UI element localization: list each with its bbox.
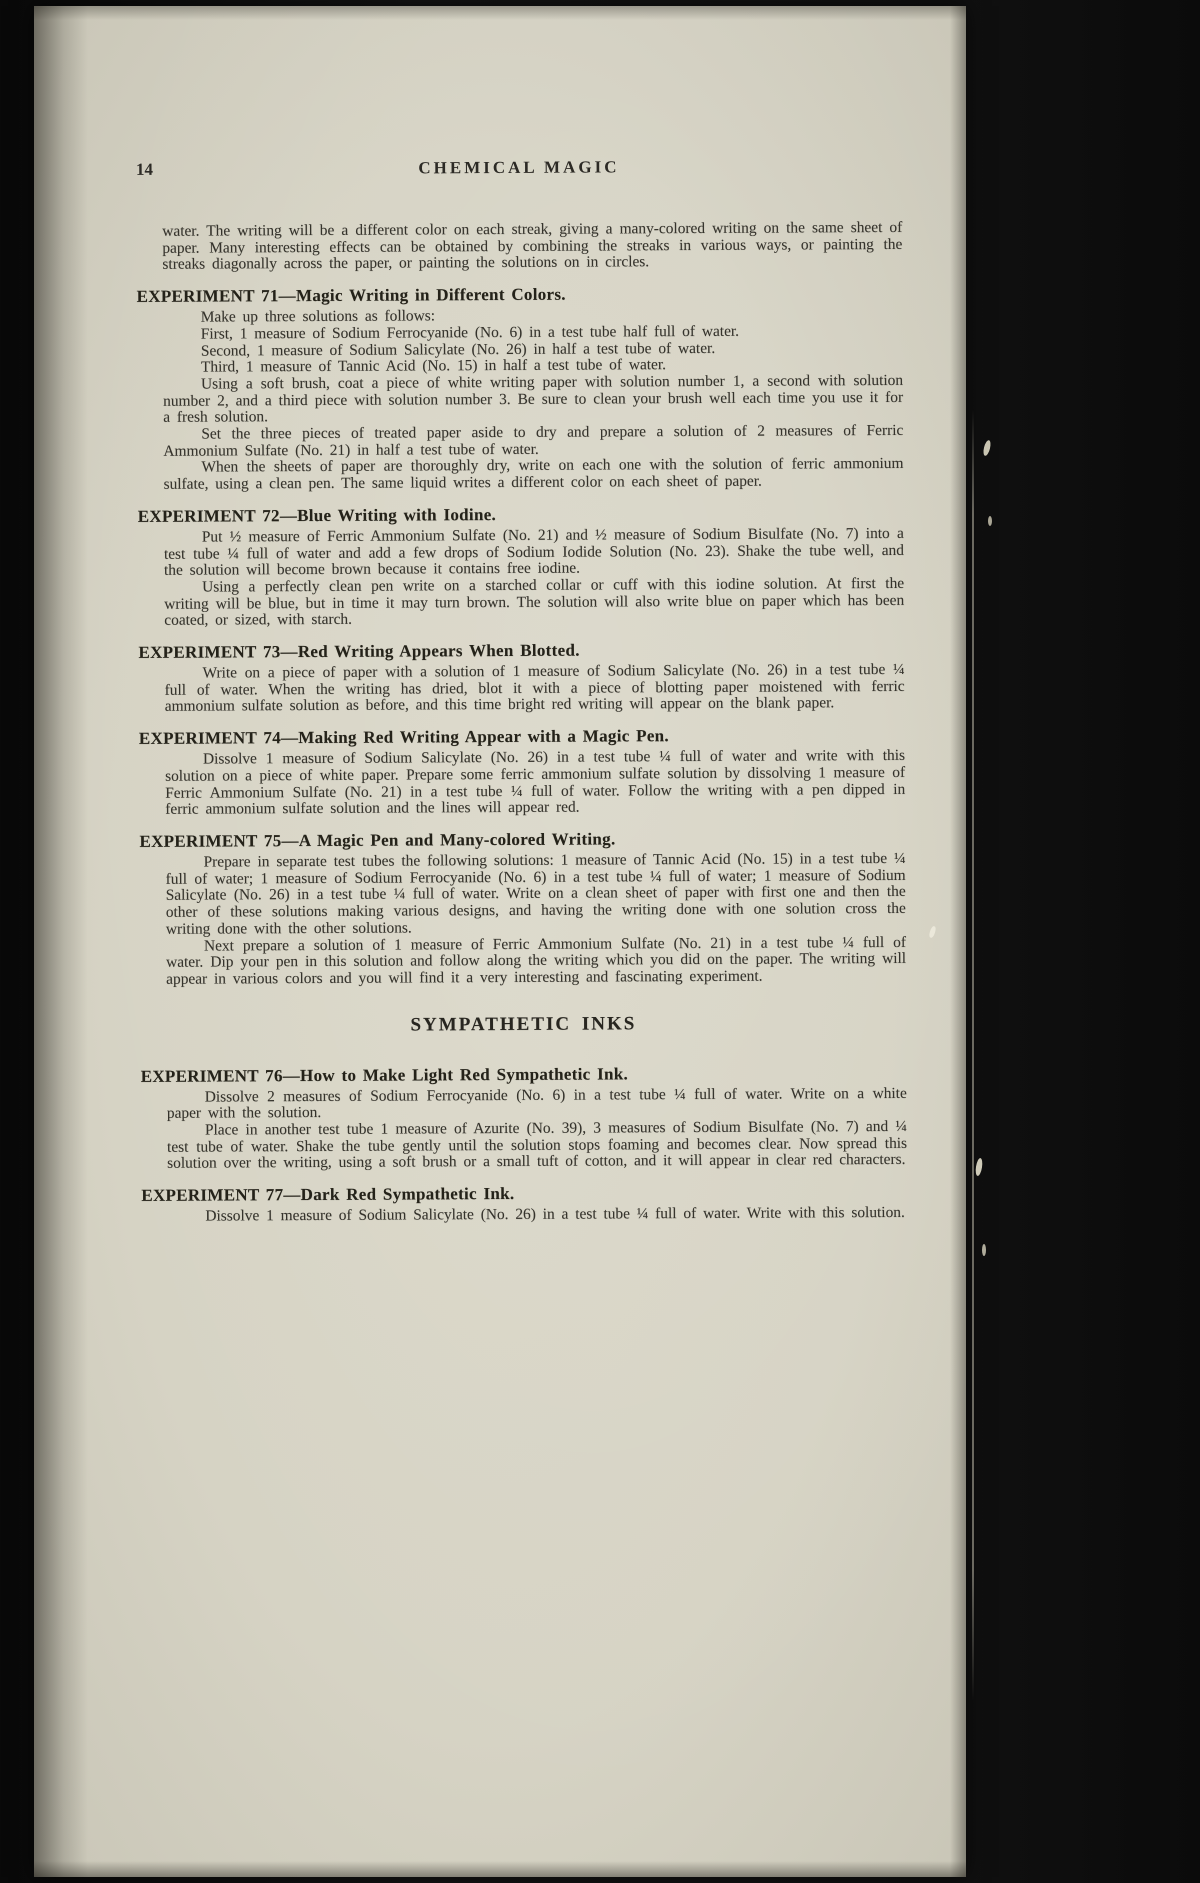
experiment-76-heading: EXPERIMENT 76—How to Make Light Red Sympathetic Ink. <box>140 1063 629 1086</box>
paragraph: Second, 1 measure of Sodium Salicylate (No. 26) in half a test tube of water. <box>200 339 716 360</box>
paragraph: Set the three pieces of treated paper aside to dry and prepare a solution of 2 measures of Ferric Ammonium Sulfate (No. 21) in half a test tube of water. <box>163 421 904 460</box>
experiment-75-heading: EXPERIMENT 75—A Magic Pen and Many-colored Writing. <box>139 829 616 851</box>
paragraph: When the sheets of paper are thoroughly dry, write on each one with the solution of ferric ammonium sulfate, using a clean pen. The same liquid writes a different color on each sheet of paper. <box>163 455 904 493</box>
running-head: CHEMICAL MAGIC <box>418 157 620 178</box>
paragraph: Prepare in separate test tubes the following solutions: 1 measure of Tannic Acid (No. 15) in a test tube ¼ full of water; 1 measure of Sodium Ferrocyanide (No. 6) in a test tube ¼ full of water; 1 measure of Sodium Salicylate (No. 26) in a test tube ¼ full of water. Write on a clean sheet of paper with first one and then the other of these solutions making various designs, and having the writing done with one solution cross the writing done with the other solutions. <box>165 849 906 938</box>
paragraph: Make up three solutions as follows: <box>200 307 436 326</box>
paper-speck <box>982 440 992 457</box>
paragraph: Put ½ measure of Ferric Ammonium Sulfate (No. 21) and ½ measure of Sodium Bisulfate (No. 7) into a test tube ¼ full of water and add a few drops of Sodium Iodide Solution (No. 23). Shake the tube well, and the solution will become brown because it contains free iodine. <box>163 524 904 580</box>
page-number: 14 <box>135 159 153 179</box>
page-header <box>136 156 902 184</box>
section-heading-sympathetic-inks: SYMPATHETIC INKS <box>410 1012 637 1036</box>
experiment-71-heading: EXPERIMENT 71—Magic Writing in Different Colors. <box>136 284 566 307</box>
book-page <box>34 6 966 1877</box>
paragraph: Dissolve 1 measure of Sodium Salicylate (No. 26) in a test tube ¼ full of water. Write with this solution. <box>205 1204 905 1225</box>
paragraph: Place in another test tube 1 measure of Azurite (No. 39), 3 measures of Sodium Bisulfate (No. 7) and ¼ test tube of water. Shake the tube gently until the solution stops foaming and becomes clear. Now spread this solution over the writing, using a soft brush or a small tuft of cotton, and it will appear in clear red characters. <box>166 1117 908 1173</box>
experiment-74-heading: EXPERIMENT 74—Making Red Writing Appear with a Magic Pen. <box>138 726 670 749</box>
experiment-73-heading: EXPERIMENT 73—Red Writing Appears When Blotted. <box>138 640 580 662</box>
paragraph: First, 1 measure of Sodium Ferrocyanide (No. 6) in a test tube half full of water. <box>200 322 740 343</box>
paragraph: Using a soft brush, coat a piece of white writing paper with solution number 1, a second with solution number 2, and a third piece with solution number 3. Be sure to clean your brush well each time you use it for a fresh solution. <box>163 371 904 427</box>
page-content <box>31 4 973 1880</box>
paragraph: Dissolve 1 measure of Sodium Salicylate (No. 26) in a test tube ¼ full of water and write with this solution on a piece of white paper. Prepare some ferric ammonium sulfate solution by dissolving 1 measure of Ferric Ammonium Sulfate (No. 21) in a test tube ¼ full of water. Follow the writing with a pen dipped in ferric ammonium sulfate solution and the lines will appear red. <box>165 747 906 819</box>
paragraph: water. The writing will be a different color on each streak, giving a many-colored writing on the same sheet of paper. Many interesting effects can be obtained by combining the streaks in various ways, or painting the streaks diagonally across the paper, or painting the solutions on in circles. <box>162 218 903 274</box>
paragraph: Next prepare a solution of 1 measure of Ferric Ammonium Sulfate (No. 21) in a test tube ¼ full of water. Dip your pen in this solution and follow along the writing which you did on the paper. The writing will appear in various colors and you will find it a very interesting and fascinating experiment. <box>166 933 907 988</box>
paragraph: Using a perfectly clean pen write on a starched collar or cuff with this iodine solution. At first the writing will be blue, but in time it may turn brown. The solution will also write blue on paper which has been coated, or sized, with starch. <box>164 574 905 630</box>
paper-speck <box>982 1244 986 1256</box>
paragraph: Write on a piece of paper with a solution of 1 measure of Sodium Salicylate (No. 26) in a test tube ¼ full of water. When the writing has dried, blot it with a piece of blotting paper moistened with ferric ammonium sulfate solution as before, and this time bright red writing will appear on the blank paper. <box>164 660 905 716</box>
paper-speck <box>988 516 992 526</box>
experiment-77-heading: EXPERIMENT 77—Dark Red Sympathetic Ink. <box>141 1184 515 1206</box>
page-edge-highlight <box>972 410 974 1700</box>
paragraph: Third, 1 measure of Tannic Acid (No. 15) in half a test tube of water. <box>200 356 667 376</box>
paper-speck <box>975 1158 984 1177</box>
paragraph: Dissolve 2 measures of Sodium Ferrocyanide (No. 6) in a test tube ¼ full of water. Write on a white paper with the solution. <box>166 1084 907 1123</box>
experiment-72-heading: EXPERIMENT 72—Blue Writing with Iodine. <box>137 504 497 526</box>
page-body <box>136 220 907 1226</box>
